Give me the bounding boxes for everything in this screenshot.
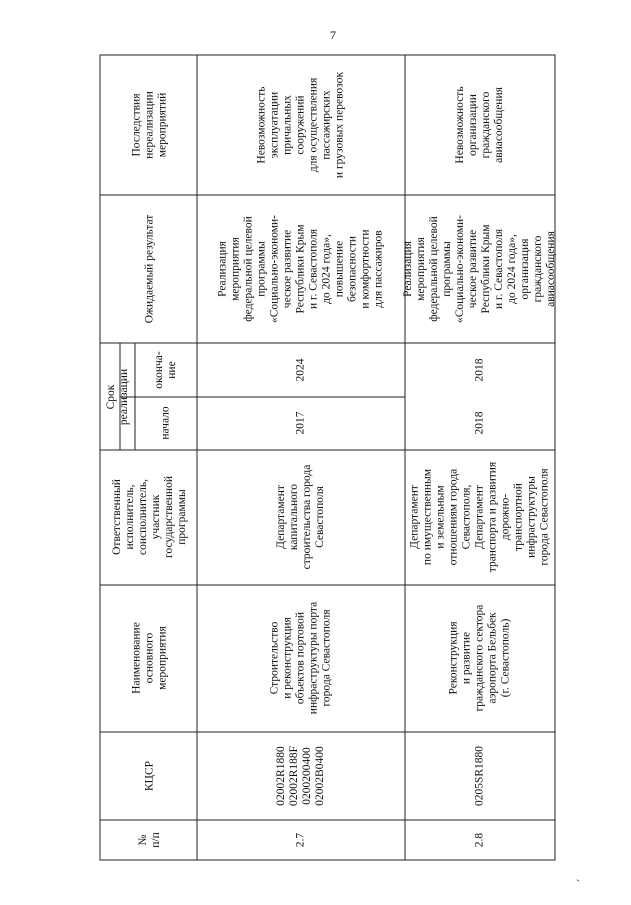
row-2-7-result-line: программы (255, 241, 268, 297)
row-2-7-result (217, 215, 386, 323)
row-2-8-num (474, 833, 487, 847)
row-2-8-result-line: организация (519, 238, 531, 300)
row-2-7-result-line: Реализация (216, 241, 229, 297)
row-2-7-consequences-line: причальных (281, 95, 294, 155)
row-2-7-result-line: Республики Крым (294, 224, 307, 314)
row-2-8-responsible-line: транспортной (512, 483, 525, 551)
row-2-7-name-line: инфраструктуры порта (307, 601, 320, 715)
row-2-8-name (448, 605, 513, 712)
row-2-8-responsible-line: дорожно- (499, 493, 512, 541)
header-responsible-line: Ответственный (111, 479, 123, 555)
header-consequences (131, 91, 170, 158)
row-2-8-result-line: гражданского (532, 235, 544, 303)
row-2-8-start-line: 2018 (473, 411, 486, 435)
header-term (105, 369, 131, 425)
row-2-8-end-line: 2018 (473, 358, 486, 382)
header-result-line: Ожидаемый результат (143, 214, 156, 324)
row-2-8-consequences-line: организации (467, 94, 479, 156)
row-2-7-responsible-line: Севастополя (314, 486, 326, 548)
row-2-7-end (295, 359, 308, 382)
header-consequences-line: Последствия (130, 93, 143, 157)
row-2-8-result (402, 215, 558, 323)
header-num (137, 832, 163, 848)
row-2-7-consequences-line: пассажирских (320, 90, 333, 160)
row-2-7-result-line: безопасности (346, 235, 359, 303)
row-2-7-num-line: 2.7 (294, 832, 307, 848)
header-end (153, 351, 179, 388)
row-2-8-name-line: гражданского сектора (473, 604, 486, 712)
header-end-line: ние (166, 361, 178, 379)
row-2-8-num-line: 2.8 (473, 832, 486, 848)
row-2-8-responsible-line: Департамент (473, 485, 486, 549)
row-2-8-result-line: и г. Севастополя (493, 228, 505, 310)
row-2-7-consequences-line: эксплуатации (268, 91, 281, 159)
row-2-8-responsible-line: отношениям города (447, 468, 460, 566)
row-2-7-consequences-line: сооружений (294, 95, 307, 155)
row-2-7-result-line: для пассажиров (372, 230, 385, 308)
row-2-7-name-line: и реконструкция (281, 617, 294, 699)
row-2-7-responsible-line: строительства города (301, 464, 313, 570)
row-2-7-result-line: мероприятия (229, 237, 242, 301)
header-responsible (111, 476, 189, 558)
row-2-7-consequences-line: и грузовых перевозок (333, 71, 346, 179)
row-2-7-name-line: объектов портовой (294, 611, 307, 705)
row-2-8-name-line: Реконструкция (447, 621, 460, 695)
row-2-7-name-line: города Севастополя (320, 609, 333, 707)
row-2-7-kcsr (275, 746, 327, 806)
header-responsible-line: соисполнитель, (137, 479, 149, 555)
stray-mark: ˎ (576, 868, 580, 882)
header-responsible-line: государственной (163, 476, 175, 558)
header-consequences-line: мероприятий (156, 92, 169, 158)
row-2-7-result-line: и г. Севастополя (307, 228, 320, 310)
row-2-7-result-line: «Социально-экономи- (268, 214, 281, 324)
row-2-7-num (295, 833, 308, 847)
row-2-7-consequences-line: Невозможность (255, 86, 268, 164)
row-2-8-responsible-line: и земельным (434, 485, 447, 549)
row-2-8-result-line: Реализация (402, 241, 414, 297)
row-2-8-kcsr (474, 746, 487, 806)
row-2-7-end-line: 2024 (294, 358, 307, 382)
row-2-8-result-line: авиасообщения (545, 231, 557, 307)
header-end-line: оконча- (153, 351, 165, 389)
row-2-8-responsible (409, 462, 552, 572)
row-2-7-result-line: федеральной целевой (242, 216, 255, 322)
row-2-8-name-line: и развитие (460, 631, 473, 685)
row-2-7-kcsr-line: 02002R188F (288, 745, 300, 807)
header-name (131, 622, 170, 694)
header-name-line: мероприятия (156, 626, 169, 690)
row-2-7-start (295, 412, 308, 435)
header-num-line: № (137, 834, 149, 846)
row-2-8-consequences (454, 86, 506, 163)
row-2-8-end (474, 359, 487, 382)
row-2-8-responsible-line: города Севастополя (538, 468, 551, 566)
row-2-8-kcsr-line: 0205SR1880 (473, 745, 486, 807)
row-2-8-responsible-line: Севастополя, (460, 484, 473, 550)
row-2-8-consequences-line: авиасообщения (493, 87, 505, 163)
row-2-8-result-line: до 2024 года», (506, 234, 518, 304)
row-2-8-responsible-line: инфраструктуры (525, 476, 538, 558)
row-2-7-result-line: повышение (333, 240, 346, 298)
row-2-7-responsible (275, 465, 327, 570)
row-2-8-name-line: аэропорта Бельбек (486, 612, 499, 704)
row-2-8-responsible-line: по имущественным (421, 468, 434, 566)
page-number: 7 (330, 28, 336, 42)
header-name-line: Наименование (130, 622, 143, 694)
header-start (160, 406, 173, 439)
row-2-7-name (269, 602, 334, 714)
row-2-7-consequences (256, 72, 347, 178)
row-2-7-responsible-line: капитального (288, 483, 300, 551)
row-2-8-result-line: Республики Крым (480, 224, 492, 314)
row-2-8-consequences-line: гражданского (480, 91, 492, 159)
header-name-line: основного (143, 632, 156, 684)
row-2-8-start (474, 412, 487, 435)
row-2-7-name-line: Строительство (268, 621, 281, 695)
row-2-8-responsible-line: Департамент (408, 485, 421, 549)
row-2-8-result-line: федеральной целевой (428, 216, 440, 322)
row-2-8-responsible-line: транспорта и развития (486, 461, 499, 573)
header-responsible-line: программы (176, 489, 188, 545)
row-2-7-result-line: и комфортности (359, 229, 372, 309)
header-term-line: Срок (105, 384, 117, 410)
row-2-8-consequences-line: Невозможность (454, 86, 466, 164)
row-2-8-name-line: (г. Севастополь) (499, 618, 512, 698)
header-consequences-line: нереализации (143, 91, 156, 159)
row-2-7-result-line: ческое развитие (281, 229, 294, 309)
row-2-7-start-line: 2017 (294, 411, 307, 435)
row-2-8-result-line: «Социально-экономи- (454, 214, 466, 324)
header-kcsr-line: КЦСР (143, 760, 156, 792)
row-2-7-responsible-line: Департамент (275, 485, 287, 549)
header-start-line: начало (159, 406, 172, 440)
row-2-7-kcsr-line: 0200200400 (301, 747, 313, 805)
row-2-8-result-line: программы (441, 241, 453, 297)
header-responsible-line: участник (150, 494, 162, 540)
row-2-7-result-line: до 2024 года», (320, 234, 333, 304)
header-num-line: п/п (150, 832, 162, 848)
row-2-8-result-line: мероприятия (415, 237, 427, 301)
header-responsible-line: исполнитель, (124, 484, 136, 550)
row-2-7-kcsr-line: 02002R1880 (275, 746, 287, 806)
row-2-8-result-line: ческое развитие (467, 229, 479, 309)
header-kcsr (144, 761, 157, 791)
header-result (144, 215, 157, 324)
row-2-7-kcsr-line: 02002B0400 (314, 746, 326, 806)
row-2-7-consequences-line: для осуществления (307, 77, 320, 173)
header-term-line: реализации (118, 368, 130, 426)
